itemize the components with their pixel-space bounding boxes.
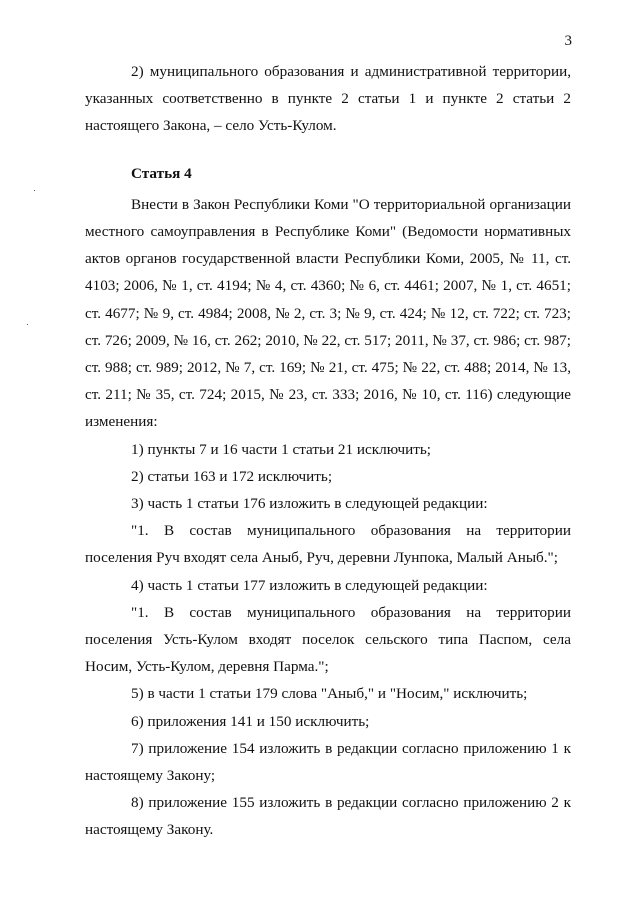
amendment-item: 2) статьи 163 и 172 исключить; — [131, 467, 333, 485]
amendment-item: 5) в части 1 статьи 179 слова "Аныб," и "Носим," исключить; — [131, 685, 528, 703]
intro-paragraph-item-2: 2) муниципального образования и административной территории, указанных соответственно в пункте 2 статьи 1 и пункте 2 статьи 2 настоящего Закона, – село Усть-Кулом. — [85, 63, 571, 135]
scan-speck — [27, 324, 28, 325]
amendment-quoted-text: "1. В состав муниципального образования на территории поселения Руч входят села Аныб, Руч, деревни Лунпока, Малый Аныб."; — [85, 522, 571, 567]
amendment-item: 1) пункты 7 и 16 части 1 статьи 21 исключить; — [131, 440, 432, 458]
page-number: 3 — [564, 33, 572, 49]
amendment-item: 4) часть 1 статьи 177 изложить в следующей редакции: — [131, 576, 488, 594]
amendment-item: 7) приложение 154 изложить в редакции согласно приложению 1 к настоящему Закону; — [85, 739, 571, 785]
article-4-heading: Статья 4 — [131, 164, 192, 182]
document-body — [85, 58, 571, 844]
amendment-item: 3) часть 1 статьи 176 изложить в следующей редакции: — [131, 495, 488, 513]
amendment-quoted-text: "1. В состав муниципального образования на территории поселения Усть-Кулом входят поселок сельского типа Паспом, села Носим, Усть-Кулом, деревня Парма."; — [85, 603, 571, 676]
amendment-item: 8) приложение 155 изложить в редакции согласно приложению 2 к настоящему Закону. — [85, 794, 571, 839]
amendment-item: 6) приложения 141 и 150 исключить; — [131, 712, 370, 730]
scan-speck — [34, 190, 35, 191]
article-4-preamble: Внести в Закон Республики Коми "О территориальной организации местного самоуправления в Республике Коми" (Ведомости нормативных актов органов государственной власти Республики Коми, 2005, № 11, ст. 4103; 2006, № 1, ст. 4194; № 4, ст. 4360; № 6, ст. 4461; 2007, № 1, ст. 4651; ст. 4677; № 9, ст. 4984; 2008, № 2, ст. 3; № 9, ст. 424; № 12, ст. 722; ст. 723; ст. 726; 2009, № 16, ст. 262; 2010, № 22, ст. 517; 2011, № 37, ст. 986; ст. 987; ст. 988; ст. 989; 2012, № 7, ст. 169; № 21, ст. 475; № 22, ст. 488; 2014, № 13, ст. 211; № 35, ст. 724; 2015, № 23, ст. 333; 2016, № 10, ст. 116) следующие изменения: — [85, 195, 571, 431]
